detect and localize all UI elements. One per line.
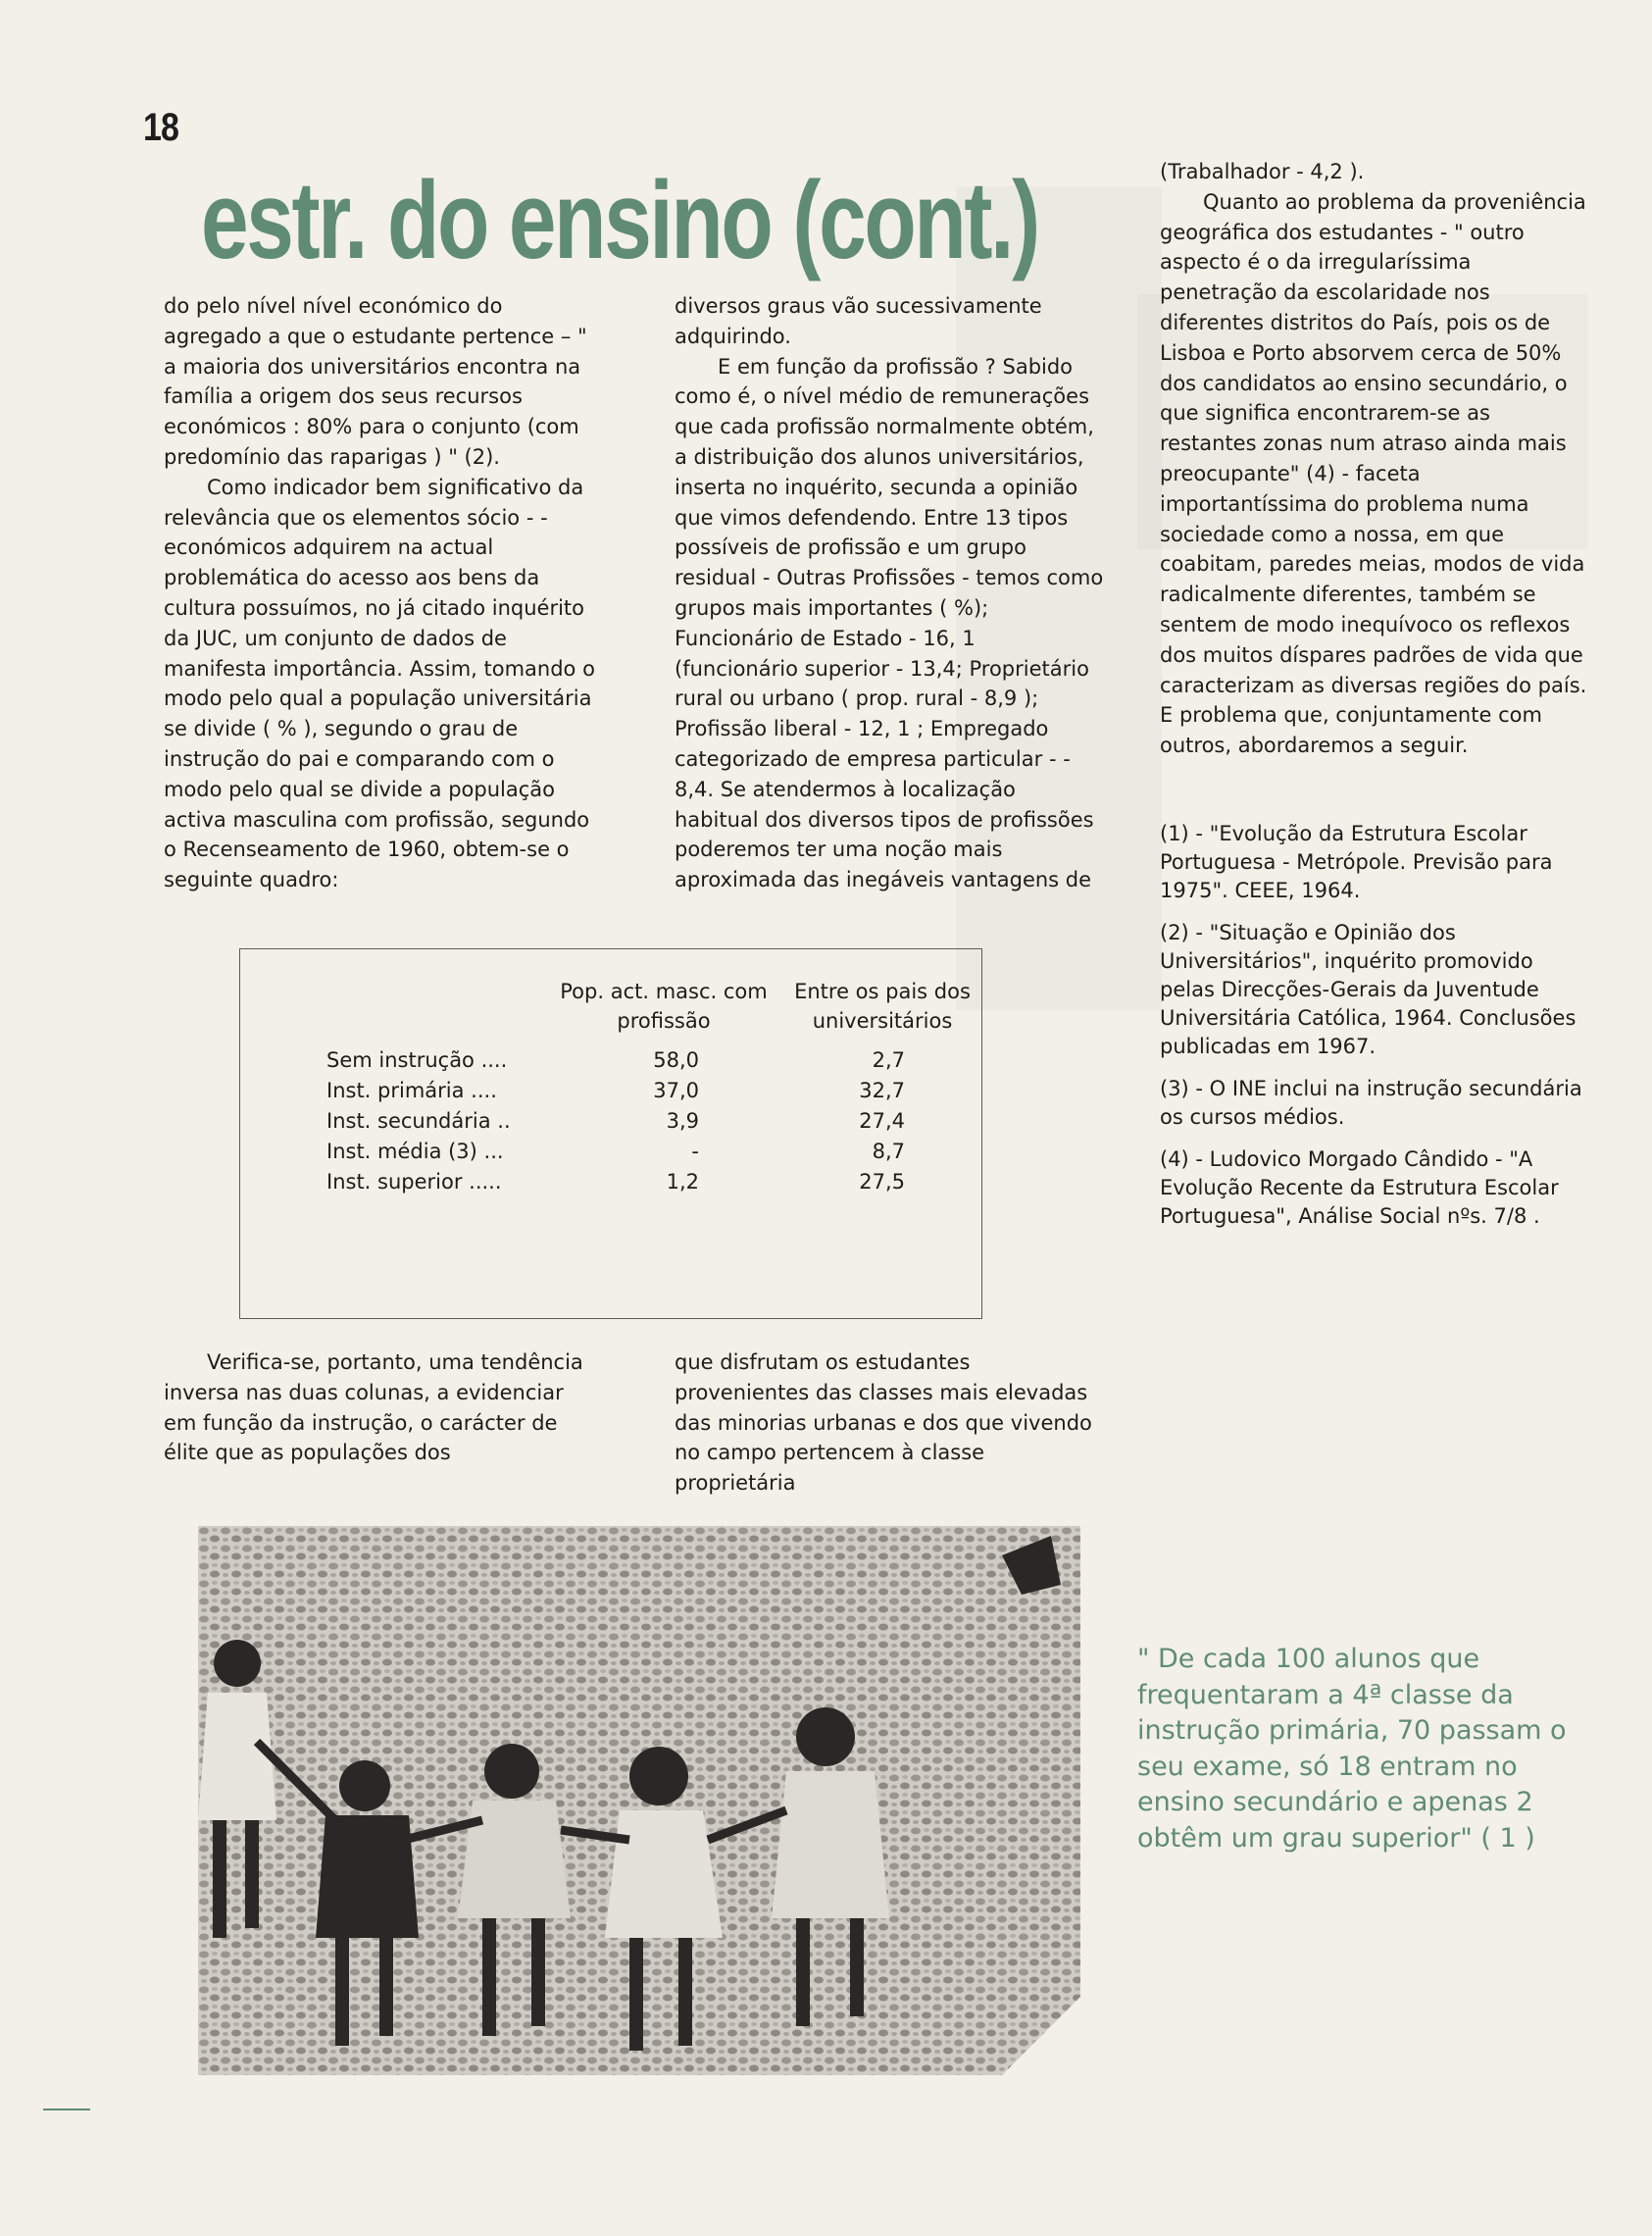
table-row xyxy=(326,1137,915,1167)
row-pop-value: 37,0 xyxy=(653,1079,699,1102)
margin-mark xyxy=(43,2109,90,2110)
table-row xyxy=(326,1045,915,1076)
footnote: (4) - Ludovico Morgado Cândido - "A Evolução Recente da Estrutura Escolar Portuguesa", Análise Social nºs. 7/8 . xyxy=(1160,1146,1559,1228)
row-parents-value: 2,7 xyxy=(872,1048,905,1072)
paragraph: Verifica-se, portanto, uma tendência inversa nas duas colunas, a evidenciar em função da instrução, o carácter de élite que as populações dos xyxy=(164,1350,583,1465)
row-pop-value: 3,9 xyxy=(666,1109,699,1133)
row-pop-value: 1,2 xyxy=(666,1170,699,1194)
paragraph: E em função da profissão ? Sabido como é, o nível médio de remunerações que cada profissão normalmente obtém, a distribuição dos alunos universitários, inserta no inquérito, secunda a opinião que vimos defendendo. Entre 13 tipos possíveis de profissão e um grupo residual - Outras Profissões - temos como grupos mais importantes ( %); Funcionário de Estado - 16, 1 (funcionário superior - 13,4; Proprietário rural ou urbano ( prop. rural - 8,9 ); Profissão liberal - 12, 1 ; Empregado categorizado de empresa particular - - 8,4. Se atendermos à localização habitual dos diversos tipos de profissões poderemos ter uma noção mais aproximada das inegáveis vantagens de xyxy=(675,354,1104,892)
footnote: (3) - O INE inclui na instrução secundária os cursos médios. xyxy=(1160,1076,1582,1129)
column-3 xyxy=(1160,157,1589,1231)
paragraph: que disfrutam os estudantes provenientes das classes mais elevadas das minorias urbanas e dos que vivendo no campo pertencem à classe proprietária xyxy=(675,1350,1092,1496)
row-label: Inst. secundária .. xyxy=(326,1109,511,1133)
paragraph: do pelo nível nível económico do agregado a que o estudante pertence – " a maioria dos universitários encontra na família a origem dos seus recursos económicos : 80% para o conjunto (com predomínio das raparigas ) " (2). xyxy=(164,294,587,469)
pull-quote: " De cada 100 alunos que frequentaram a 4ª classe da instrução primária, 70 passam o seu exame, só 18 entram no ensino secundário e apenas 2 obtêm um grau superior" ( 1 ) xyxy=(1137,1644,1567,1854)
row-pop-value: 58,0 xyxy=(653,1048,699,1072)
paragraph: (Trabalhador - 4,2 ). xyxy=(1160,160,1365,183)
footnote: (2) - "Situação e Opinião dos Universitários", inquérito promovido pelas Direcções-Gerais da Juventude Universitária Católica, 1964. Conclusões publicadas em 1967. xyxy=(1160,920,1577,1058)
table-row xyxy=(326,1106,915,1137)
paragraph: diversos graus vão sucessivamente adquirindo. xyxy=(675,294,1042,348)
row-parents-value: 27,4 xyxy=(859,1109,905,1133)
footnotes xyxy=(1160,820,1589,1231)
table-header-parents: Entre os pais dos universitários xyxy=(794,980,971,1033)
column-1 xyxy=(164,291,597,895)
column-2 xyxy=(675,291,1104,895)
bottom-column-2 xyxy=(675,1347,1104,1499)
page-number: 18 xyxy=(143,106,179,149)
data-table xyxy=(239,948,982,1319)
table-row xyxy=(326,1167,915,1197)
bottom-column-1 xyxy=(164,1347,597,1468)
children-photo xyxy=(198,1526,1080,2075)
row-label: Sem instrução .... xyxy=(326,1048,508,1072)
row-pop-value: - xyxy=(691,1140,699,1163)
row-label: Inst. superior ..... xyxy=(326,1170,502,1194)
row-label: Inst. média (3) ... xyxy=(326,1140,504,1163)
table-header-population: Pop. act. masc. com profissão xyxy=(560,980,768,1033)
row-parents-value: 32,7 xyxy=(859,1079,905,1102)
paragraph: Como indicador bem significativo da relevância que os elementos sócio - -económicos adquirem na actual problemática do acesso aos bens da cultura possuímos, no já citado inquérito da JUC, um conjunto de dados de manifesta importância. Assim, tomando o modo pelo qual a população universitária se divide ( % ), segundo o grau de instrução do pai e comparando com o modo pelo qual se divide a população activa masculina com profissão, segundo o Recenseamento de 1960, obtem-se o seguinte quadro: xyxy=(164,475,595,892)
headline: estr. do ensino (cont.) xyxy=(201,159,1038,281)
row-label: Inst. primária .... xyxy=(326,1079,497,1102)
paragraph: Quanto ao problema da proveniência geográfica dos estudantes - " outro aspecto é o da irregularíssima penetração da escolaridade nos diferentes distritos do País, pois os de Lisboa e Porto absorvem cerca de 50% dos candidatos ao ensino secundário, o que significa encontrarem-se as restantes zonas num atraso ainda mais preocupante" (4) - faceta importantíssima do problema numa sociedade como a nossa, em que coabitam, paredes meias, modos de vida radicalmente diferentes, também se sentem de modo inequívoco os reflexos dos muitos díspares padrões de vida que caracterizam as diversas regiões do país. E problema que, conjuntamente com outros, abordaremos a seguir. xyxy=(1160,189,1587,758)
row-parents-value: 8,7 xyxy=(872,1140,905,1163)
footnote: (1) - "Evolução da Estrutura Escolar Portuguesa - Metrópole. Previsão para 1975". CEEE, 1964. xyxy=(1160,821,1553,902)
table-row xyxy=(326,1076,915,1106)
row-parents-value: 27,5 xyxy=(859,1170,905,1194)
